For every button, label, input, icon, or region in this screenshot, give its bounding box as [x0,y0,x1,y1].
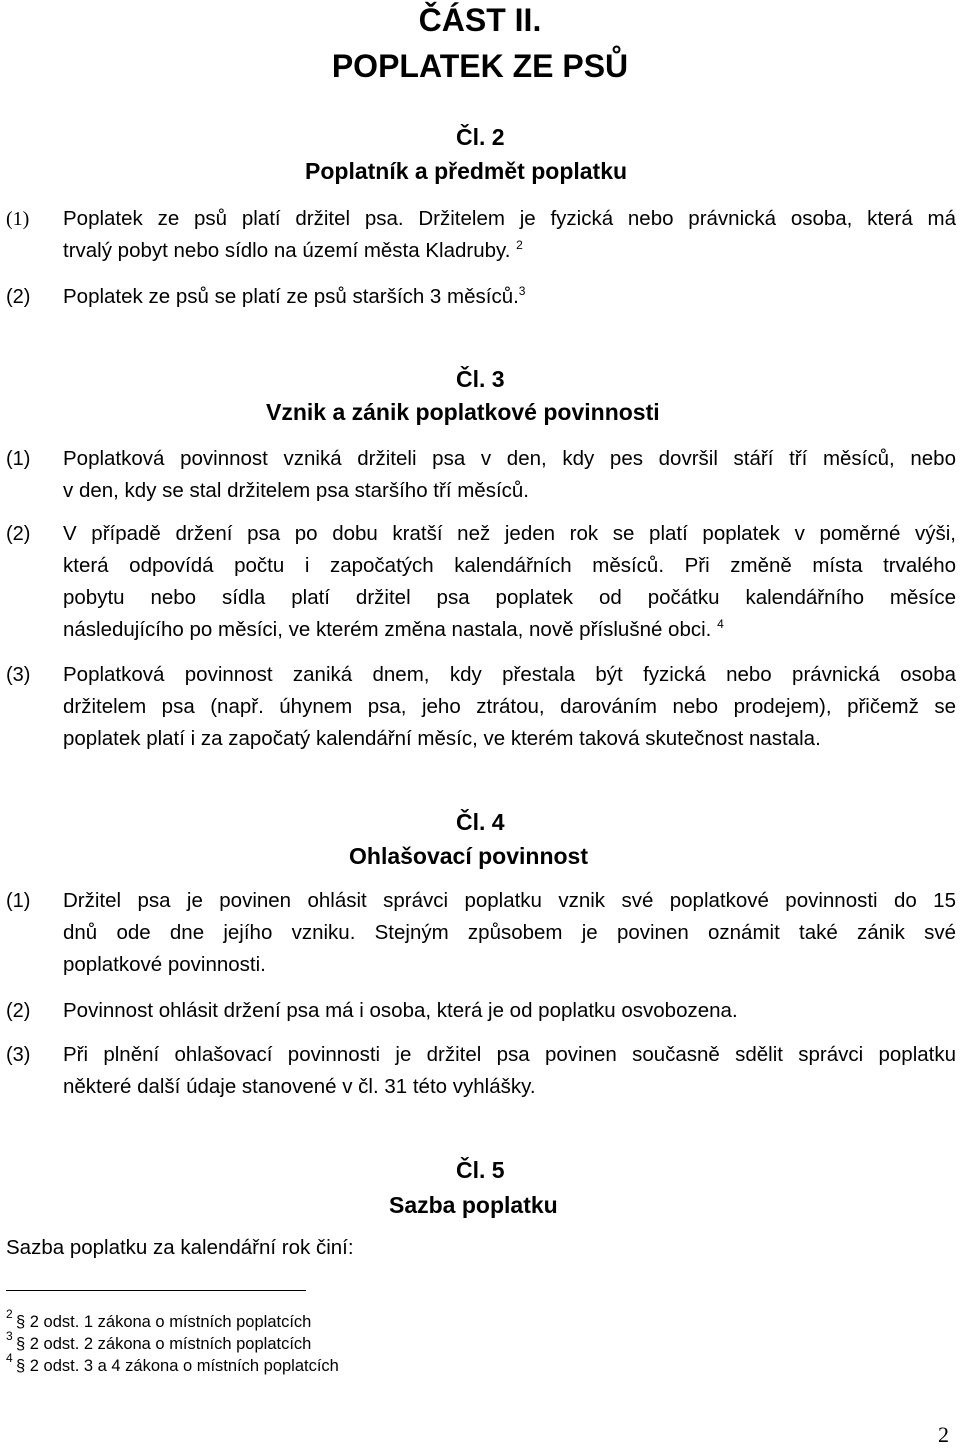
article-5-number: Čl. 5 [456,1157,505,1183]
paragraph-number: (3) [6,1044,31,1066]
paragraph-number: (1) [6,890,31,912]
paragraph-number: (2) [6,523,31,545]
paragraph-line: Poplatek ze psů platí držitel psa. Držitelem je fyzická nebo právnická osoba, která má [63,207,956,230]
paragraph-number: (1) [6,448,31,470]
page-number: 2 [938,1422,949,1447]
footnote-mark: 4 [6,1351,13,1365]
article-4-paragraph-2 [0,995,960,1027]
paragraph-line: pobytu nebo sídla platí držitel psa poplatek od počátku kalendářního měsíce [63,586,956,609]
footnote-mark: 2 [6,1307,13,1321]
paragraph-line: některé další údaje stanovené v čl. 31 této vyhlášky. [63,1075,536,1098]
paragraph-number: (2) [6,286,31,308]
footnote-text: § 2 odst. 1 zákona o místních poplatcích [16,1313,312,1331]
paragraph-line: Držitel psa je povinen ohlásit správci poplatku vznik své poplatkové povinnosti do 15 [63,889,956,912]
footnote-text: § 2 odst. 2 zákona o místních poplatcích [16,1335,312,1353]
article-2-paragraph-2 [0,281,960,313]
article-4-paragraph-1 [0,885,960,981]
part-title: POPLATEK ZE PSŮ [331,48,629,84]
paragraph-line: držitelem psa (např. úhynem psa, jeho ztrátou, darováním nebo prodejem), přičemž se [63,695,956,718]
paragraph-line: trvalý pobyt nebo sídlo na území města Kladruby. [63,239,511,262]
paragraph-line: následujícího po měsíci, ve kterém změna nastala, nově příslušné obci. [63,618,712,641]
article-3-number: Čl. 3 [456,366,505,392]
article-4-title: Ohlašovací povinnost [349,843,588,869]
article-2-paragraph-1 [0,203,960,267]
paragraph-line: dnů ode dne jejího vzniku. Stejným způsobem je povinen oznámit také zánik své [63,921,956,944]
paragraph-line: Povinnost ohlásit držení psa má i osoba, která je od poplatku osvobozena. [63,999,738,1022]
article-4-number: Čl. 4 [456,809,505,835]
article-3-paragraph-1 [0,443,960,507]
article-3-paragraph-2 [0,518,960,646]
article-4-paragraph-3 [0,1039,960,1103]
paragraph-line: V případě držení psa po dobu kratší než jeden rok se platí poplatek v poměrné výši, [63,522,956,545]
paragraph-line: Při plnění ohlašovací povinnosti je držitel psa povinen současně sdělit správci poplatku [63,1043,956,1066]
article-2-title: Poplatník a předmět poplatku [305,158,628,184]
article-3-title: Vznik a zánik poplatkové povinnosti [266,399,660,425]
paragraph-line: Poplatek ze psů se platí ze psů starších 3 měsíců. [63,285,519,308]
paragraph-line: Poplatková povinnost zaniká dnem, kdy přestala být fyzická nebo právnická osoba [63,663,956,686]
paragraph-line: v den, kdy se stal držitelem psa staršího tří měsíců. [63,479,529,502]
paragraph-line: Poplatková povinnost vzniká držiteli psa v den, kdy pes dovršil stáří tří měsíců, nebo [63,447,956,470]
paragraph-number: (2) [6,1000,31,1022]
paragraph-line: poplatkové povinnosti. [63,953,266,976]
footnote-mark: 3 [6,1329,13,1343]
footnote-ref: 4 [717,617,724,632]
paragraph-number: (3) [6,664,31,686]
paragraph-number: (1) [6,208,30,230]
footnote-ref: 3 [518,284,526,299]
footnote-divider [6,1290,306,1291]
footnote-ref: 2 [516,238,523,253]
paragraph-line: která odpovídá počtu i započatých kalendářních měsíců. Při změně místa trvalého [63,554,956,577]
article-5-title: Sazba poplatku [389,1192,558,1218]
article-2-number: Čl. 2 [456,124,505,150]
paragraph-line: poplatek platí i za započatý kalendářní měsíc, ve kterém taková skutečnost nastala. [63,727,821,750]
article-5-intro: Sazba poplatku za kalendářní rok činí: [6,1236,354,1259]
part-label: ČÁST II. [418,2,542,38]
article-3-paragraph-3 [0,659,960,755]
footnote-text: § 2 odst. 3 a 4 zákona o místních poplatcích [16,1357,339,1375]
